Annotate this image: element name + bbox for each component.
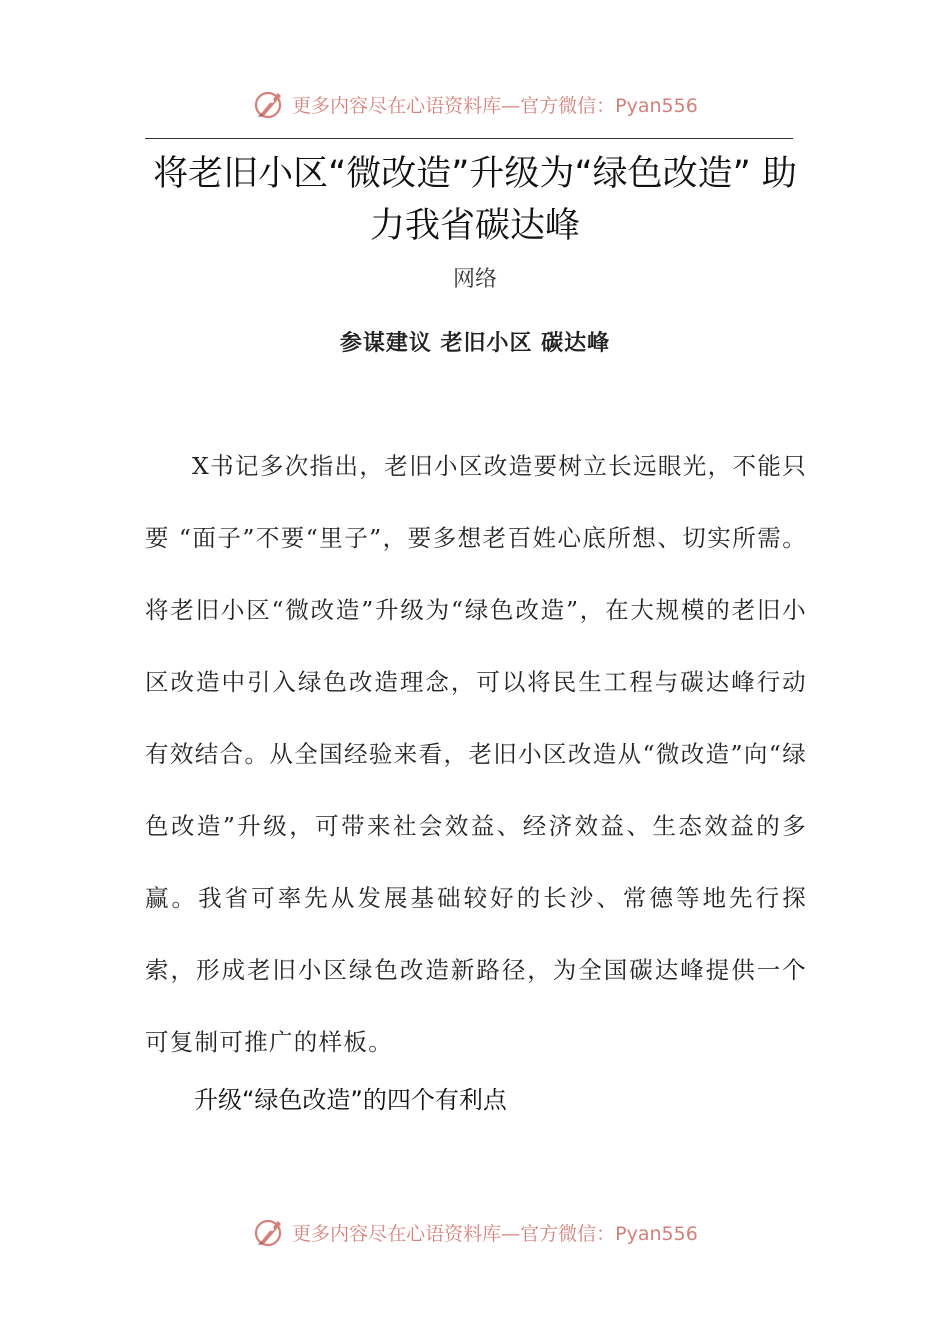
watermark-banner-top xyxy=(0,84,950,124)
body-paragraph: X书记多次指出，老旧小区改造要树立长远眼光，不能只要 “面子”不要“里子”，要多想老百姓心底所想、切实所需。将老旧小区“微改造”升级为“绿色改造”，在大规模的老旧小区改造中引入绿色改造理念，可以将民生工程与碳达峰行动有效结合。从全国经验来看，老旧小区改造从“微改造”向“绿色改造”升级，可带来社会效益、经济效益、生态效益的多赢。我省可率先从发展基础较好的长沙、常德等地先行探索，形成老旧小区绿色改造新路径，为全国碳达峰提供一个可复制可推广的样板。 xyxy=(145,452,807,1056)
article-source: 网络 xyxy=(452,267,497,292)
section-subheading: 升级“绿色改造”的四个有利点 xyxy=(194,1086,507,1114)
pen-logo-icon xyxy=(252,1215,286,1249)
watermark-text: 更多内容尽在心语资料库—官方微信：Pyan556 xyxy=(292,94,698,117)
header-rule xyxy=(145,138,793,139)
pen-logo-icon xyxy=(252,87,286,121)
watermark-banner-bottom xyxy=(0,1212,950,1252)
article-tags: 参谋建议 老旧小区 碳达峰 xyxy=(339,330,611,356)
article-title: 将老旧小区“微改造”升级为“绿色改造” 助力我省碳达峰 xyxy=(153,154,797,246)
watermark-text: 更多内容尽在心语资料库—官方微信：Pyan556 xyxy=(292,1222,698,1245)
